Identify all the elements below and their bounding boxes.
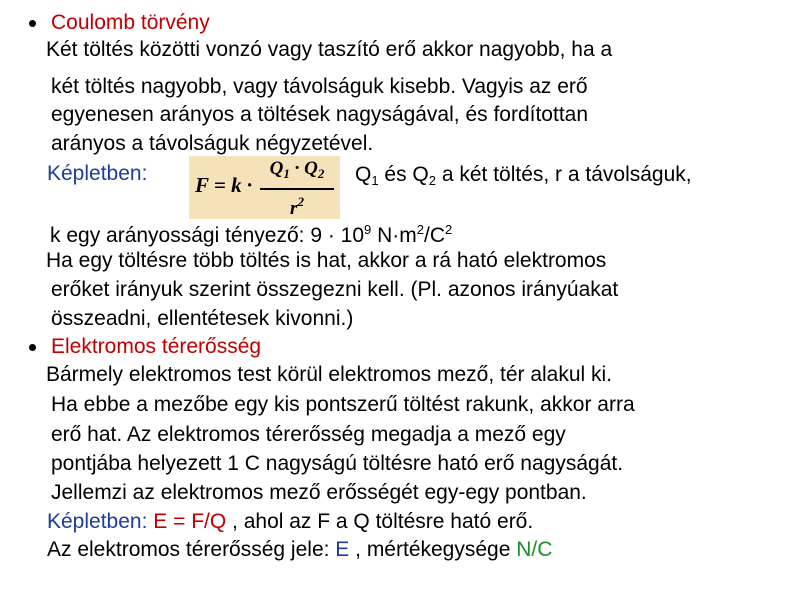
charges-description: $Q_1$ és $Q_2$ a két töltés, r a távolságuk, [355,163,692,188]
paragraph-line: Ha ebbe a mezőbe egy kis pontszerű töltést rakunk, akkor arra [51,393,635,416]
bullet-icon [29,20,36,27]
field-formula-line [47,510,533,534]
symbol-unit-line: Az elektromos térerősség jele: E , mértékegysége N/C [47,538,553,561]
formula-fraction [260,157,334,220]
fraction-bar [260,188,334,190]
paragraph-line: Jellemzi az elektromos mező erősségét egy-egy pontban. [51,481,587,504]
field-symbol: E [335,538,350,561]
formula-numerator: $Q_1 \cdot Q_2$ [269,158,325,181]
paragraph-line: egyenesen arányos a töltések nagyságával, és fordítottan [51,103,589,126]
paragraph-line: arányos a távolságuk négyzetével. [51,132,374,155]
formula-lhs: F = k · [195,173,253,197]
field-unit: N/C [516,538,553,561]
paragraph-line: pontjába helyezett 1 C nagyságú töltésre ható erő nagyságát. [51,452,624,475]
bullet-icon [29,344,36,351]
formula-label: Képletben: [47,162,148,185]
formula-label: Képletben: [47,510,148,533]
section-title-coulomb: Coulomb törvény [51,11,210,34]
coulomb-formula [189,156,340,219]
paragraph-line: két töltés nagyobb, vagy távolságuk kisebb. Vagyis az erő [51,75,588,98]
field-formula: E = F/Q [153,510,227,533]
formula-denominator: $r^2$ [290,194,304,219]
paragraph-line: erőket irányuk szerint összegezni kell. (Pl. azonos irányúakat [51,278,619,301]
paragraph-line: Ha egy töltésre több töltés is hat, akkor a rá ható elektromos [46,249,607,272]
paragraph-line: erő hat. Az elektromos térerősség megadja a mező egy [51,423,566,446]
paragraph-line: összeadni, ellentétesek kivonni.) [51,307,354,330]
section-title-field-strength: Elektromos térerősség [51,335,262,358]
constant-description: k egy arányossági tényező: $9 \cdot 10^9$ $N\cdot m^2/C^2$ [50,222,453,247]
paragraph-line: Bármely elektromos test körül elektromos mező, tér alakul ki. [46,363,613,386]
paragraph-line: Két töltés közötti vonzó vagy taszító erő akkor nagyobb, ha a [46,38,613,61]
formula-explanation: , ahol az F a Q töltésre ható erő. [226,510,534,533]
